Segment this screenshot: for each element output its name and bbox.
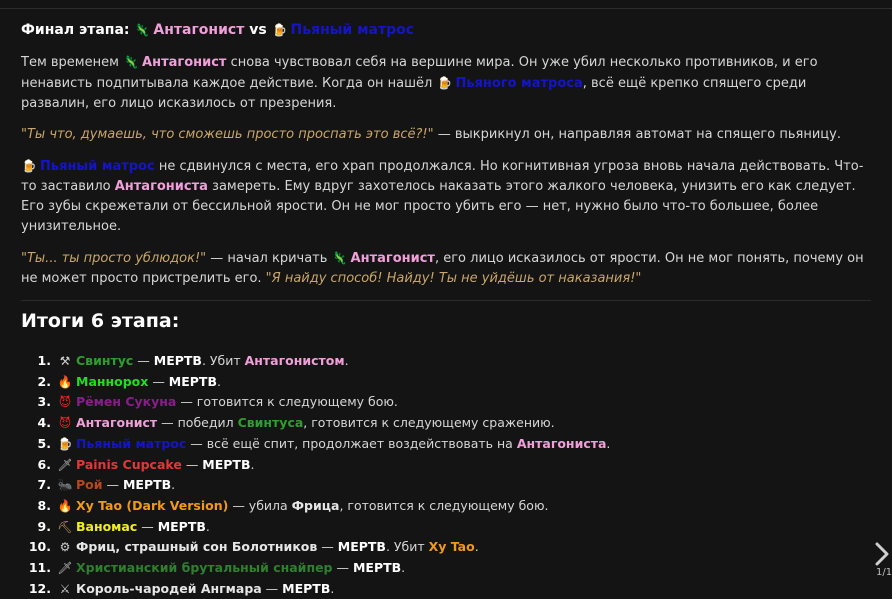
- item-number: 5.: [37, 435, 51, 451]
- item-name: Painis Cupcake: [76, 456, 182, 472]
- antagonist-icon: 🦎: [134, 23, 150, 37]
- item-rest: —: [181, 456, 203, 472]
- item-rest: —: [137, 518, 158, 534]
- item-end: .: [344, 353, 349, 368]
- top-divider: [0, 8, 892, 9]
- item-name: Рёмен Сукуна: [76, 394, 177, 410]
- results-list: [21, 351, 871, 599]
- item-end: .: [217, 373, 221, 389]
- item-rest: — убила: [228, 497, 292, 513]
- p4-text-c: , его лицо исказилось от ярости. Он не мог понять, почему он не может просто пристрелить его.: [21, 251, 864, 286]
- stage-title: [21, 20, 871, 40]
- drunk-name: Пьяный матрос: [290, 22, 415, 38]
- p3-text-b: не сдвинулся с места, его храп продолжался. Но когнитивная угроза вновь начала действовать. Что-то заставило: [21, 159, 864, 194]
- list-item: [28, 537, 871, 558]
- item-link: Свинтуса: [237, 415, 304, 431]
- p1-drunk: Пьяного матроса: [455, 76, 583, 91]
- p1-text-c: , всё ещё крепко спящего среди развалин, его лицо исказилось от презрения.: [21, 76, 807, 111]
- list-item: [37, 496, 871, 517]
- item-name: Свинтус: [76, 353, 134, 368]
- antagonist-name: Антагонист: [153, 22, 245, 38]
- page-indicator: 1/1: [876, 567, 892, 578]
- paragraph-3: [21, 156, 871, 237]
- list-item: [37, 455, 871, 476]
- item-name: Xy Tao (Dark Version): [76, 497, 229, 513]
- item-status: МЕРТВ: [122, 477, 172, 493]
- item-tail: . Убит: [201, 353, 245, 368]
- p3-text-c: замереть. Ему вдруг захотелось наказать этого жалкого человека, унизить его как следует. Его зубы скрежетали от бессильной ярости. Он не мог просто убить его — нет, нужно было что-то большее, более унизительное.: [21, 179, 856, 234]
- item-rest: —: [102, 477, 123, 493]
- item-name: Рой: [76, 477, 103, 493]
- item-link: Антагониста: [516, 435, 607, 451]
- p2-quote: "Ты что, думаешь, что сможешь просто проспать это всё?!": [21, 127, 434, 142]
- antagonist-icon: 🦎: [332, 251, 348, 265]
- item-rest: —: [148, 373, 169, 389]
- item-status: МЕРТВ: [202, 456, 251, 472]
- knife-icon: 🗡: [57, 457, 73, 472]
- stage-title-prefix: Финал этапа:: [21, 22, 130, 38]
- fire-icon: 🔥: [57, 498, 73, 513]
- item-link: Антагонистом: [244, 353, 345, 368]
- item-name: Фриц, страшный сон Болотников: [76, 539, 318, 555]
- list-item: [37, 434, 871, 455]
- p4-quote-2: "Я найду способ! Найду! Ты не уйдёшь от наказания!": [265, 271, 642, 286]
- item-number: 1.: [37, 353, 51, 368]
- item-end: .: [606, 435, 611, 451]
- item-number: 4.: [37, 415, 51, 431]
- list-item: [28, 558, 871, 579]
- item-rest: — готовится к следующему бою.: [176, 394, 398, 410]
- item-rest: —: [261, 580, 283, 596]
- item-end: , готовится к следующему сражению.: [303, 415, 555, 431]
- item-end: .: [330, 580, 335, 596]
- crossed-swords-icon: ⚔: [59, 581, 71, 596]
- section-divider: [21, 300, 871, 301]
- message-content: [21, 20, 871, 599]
- list-item: [37, 392, 871, 413]
- devil-icon: 😈: [58, 416, 72, 431]
- item-rest: —: [332, 560, 353, 576]
- item-rest: —: [133, 353, 154, 368]
- item-number: 3.: [37, 394, 51, 410]
- item-end: , готовится к следующему бою.: [339, 497, 549, 513]
- list-item: [28, 579, 871, 599]
- knife-icon: 🗡: [57, 561, 73, 576]
- item-status: МЕРТВ: [153, 353, 202, 368]
- item-name: Антагонист: [76, 415, 158, 431]
- item-status: МЕРТВ: [157, 518, 206, 534]
- list-item: [37, 351, 871, 372]
- item-rest: — победил: [157, 415, 238, 431]
- item-name: Ваномас: [76, 518, 138, 534]
- item-link: Фрица: [291, 497, 340, 513]
- results-title: Итоги 6 этапа:: [21, 310, 180, 332]
- p2-text: — выкрикнул он, направляя автомат на спящего пьяницу.: [433, 127, 841, 142]
- item-number: 6.: [37, 456, 51, 472]
- beer-icon: 🍺: [57, 436, 73, 451]
- gear-icon: ⚙: [59, 540, 71, 555]
- devil-icon: 😈: [58, 395, 72, 410]
- item-number: 11.: [28, 560, 51, 576]
- item-status: МЕРТВ: [282, 580, 331, 596]
- item-number: 8.: [37, 497, 51, 513]
- item-number: 7.: [37, 477, 51, 493]
- item-link: Xy Tao: [428, 539, 475, 555]
- item-number: 10.: [28, 539, 51, 555]
- item-rest: —: [317, 539, 338, 555]
- p4-quote: "Ты... ты просто ублюдок!": [21, 251, 207, 266]
- item-name: Маннорох: [76, 373, 149, 389]
- pickaxe-icon: ⛏: [57, 519, 73, 534]
- item-number: 2.: [37, 373, 51, 389]
- paragraph-4: [21, 248, 871, 289]
- vs-label: vs: [249, 22, 267, 38]
- fire-icon: 🔥: [57, 374, 73, 389]
- list-item: [37, 372, 871, 393]
- list-item: [37, 517, 871, 538]
- ant-icon: 🐜: [57, 478, 73, 493]
- p3-drunk: Пьяный матрос: [40, 159, 155, 174]
- antagonist-icon: 🦎: [123, 55, 139, 69]
- next-page-arrow-icon[interactable]: [875, 542, 889, 566]
- item-end: .: [474, 539, 479, 555]
- item-end: .: [205, 518, 210, 534]
- item-number: 9.: [37, 518, 51, 534]
- item-status: МЕРТВ: [352, 560, 402, 576]
- p1-antagonist: Антагонист: [142, 55, 227, 70]
- list-item: [37, 475, 871, 496]
- hammer-pick-icon: ⚒: [59, 354, 71, 368]
- item-tail: . Убит: [385, 539, 429, 555]
- paragraph-2: [21, 125, 871, 145]
- beer-icon: 🍺: [272, 23, 287, 37]
- p1-text-b: снова чувствовал себя на вершине мира. Он уже убил несколько противников, и его ненависть подпитывала каждое действие. Когда он нашёл: [21, 55, 818, 91]
- item-name: Король-чародей Ангмара: [76, 580, 262, 596]
- beer-icon: 🍺: [437, 76, 452, 90]
- item-number: 12.: [28, 580, 51, 596]
- item-status: МЕРТВ: [337, 539, 386, 555]
- item-name: Пьяный матрос: [76, 435, 187, 451]
- p4-antagonist: Антагонист: [350, 251, 435, 266]
- paragraph-1: [21, 52, 871, 114]
- p4-text-b: — начал кричать: [206, 251, 332, 266]
- item-rest: — всё ещё спит, продолжает воздействовать на: [186, 435, 517, 451]
- p3-antagonist: Антагониста: [114, 179, 208, 194]
- item-end: .: [401, 560, 406, 576]
- beer-icon: 🍺: [21, 159, 37, 173]
- p1-text-a: Тем временем: [21, 55, 119, 70]
- item-end: .: [171, 477, 176, 493]
- list-item: [37, 413, 871, 434]
- item-end: .: [250, 456, 255, 472]
- item-status: МЕРТВ: [168, 373, 217, 389]
- item-name: Христианский брутальный снайпер: [76, 560, 333, 576]
